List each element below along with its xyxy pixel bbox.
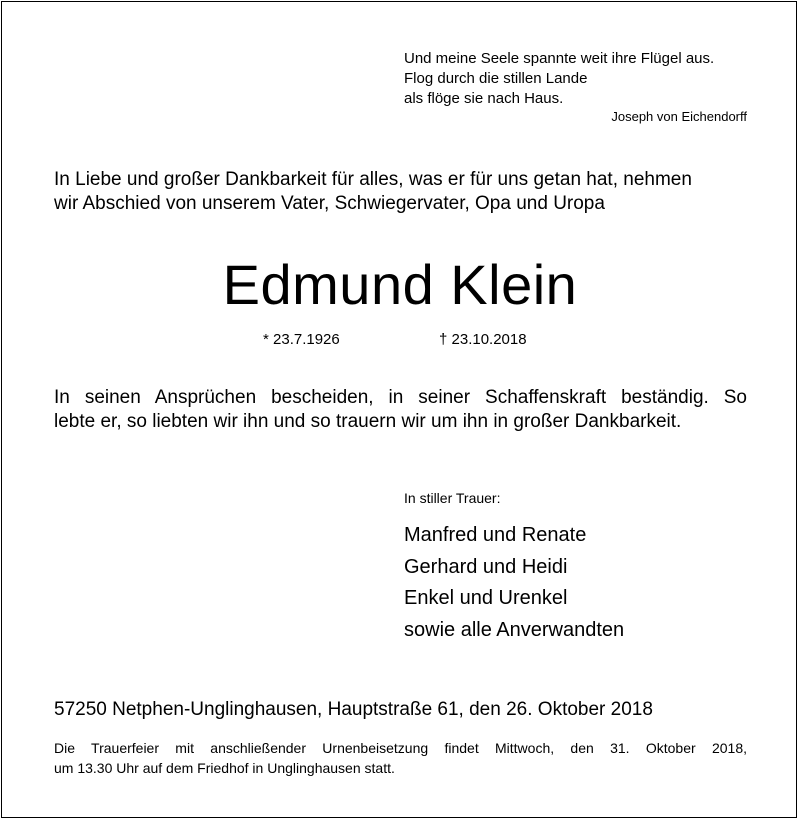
- tribute-text: [54, 386, 747, 434]
- poem-line: als flöge sie nach Haus.: [404, 90, 564, 107]
- poem-author: Joseph von Eichendorff: [611, 109, 747, 124]
- mourner-entry: Enkel und Urenkel: [404, 587, 568, 609]
- ceremony-line: Die Trauerfeier mit anschließender Urnenbeisetzung findet Mittwoch, den 31. Oktober 2018,: [54, 740, 747, 756]
- mourning-label: In stiller Trauer:: [404, 490, 501, 506]
- birth-date: * 23.7.1926: [263, 331, 340, 348]
- tribute-line: lebte er, so liebten wir ihn und so trauern wir um ihn in großer Dankbarkeit.: [54, 411, 682, 432]
- poem-line: Flog durch die stillen Lande: [404, 70, 588, 87]
- mourners-list: [404, 520, 624, 646]
- deceased-name: Edmund Klein: [222, 253, 578, 316]
- death-date: † 23.10.2018: [439, 331, 527, 348]
- ceremony-info: [54, 738, 747, 778]
- mourner-entry: Manfred und Renate: [404, 524, 587, 546]
- tribute-line: In seinen Ansprüchen bescheiden, in seiner Schaffenskraft beständig. So: [54, 387, 747, 408]
- intro-line: wir Abschied von unserem Vater, Schwiegervater, Opa und Uropa: [54, 193, 605, 214]
- mourner-entry: Gerhard und Heidi: [404, 555, 568, 578]
- poem-line: Und meine Seele spannte weit ihre Flügel aus.: [404, 50, 715, 67]
- intro-text: [54, 168, 692, 216]
- poem-quote: [404, 49, 714, 109]
- ceremony-line: um 13.30 Uhr auf dem Friedhof in Unglinghausen statt.: [54, 760, 395, 776]
- mourner-entry: sowie alle Anverwandten: [404, 618, 625, 641]
- intro-line: In Liebe und großer Dankbarkeit für alles, was er für uns getan hat, nehmen: [54, 169, 692, 190]
- place-and-date: 57250 Netphen-Unglinghausen, Hauptstraße 61, den 26. Oktober 2018: [54, 699, 653, 720]
